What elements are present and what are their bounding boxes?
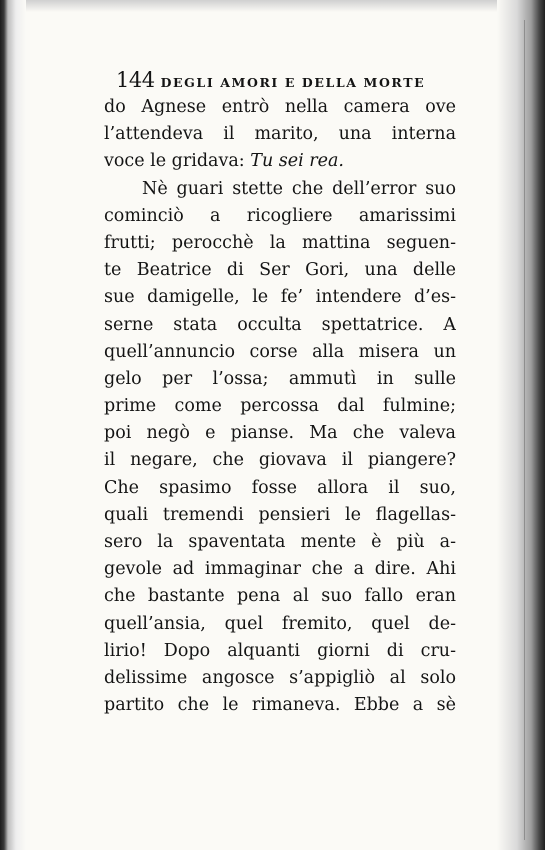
- text-line: serne stata occulta spettatrice. A: [104, 314, 456, 335]
- running-title: DEGLI AMORI E DELLA MORTE: [160, 75, 426, 90]
- text-line: poi negò e pianse. Ma che valeva: [104, 423, 456, 444]
- text-line: quali tremendi pensieri le flagellas-: [104, 504, 456, 525]
- text-line: sue damigelle, le fe’ intendere d’es-: [104, 287, 456, 308]
- text-line: gelo per l’ossa; ammutì in sulle: [104, 368, 456, 389]
- text-line: l’attendeva il marito, una interna: [104, 124, 456, 145]
- text-line: partito che le rimaneva. Ebbe a sè: [104, 695, 456, 716]
- text-line: te Beatrice di Ser Gori, una delle: [104, 260, 456, 281]
- running-head: [104, 68, 456, 94]
- text-line: prime come percossa dal fulmine;: [104, 396, 456, 417]
- text-line: lirio! Dopo alquanti giorni di cru-: [104, 640, 456, 661]
- italic-phrase: Tu sei rea.: [250, 151, 344, 172]
- text-line: che bastante pena al suo fallo eran: [104, 586, 456, 607]
- text-line: sero la spaventata mente è più a-: [104, 532, 456, 552]
- text-line: quell’ansia, quel fremito, quel de-: [104, 613, 456, 634]
- page-left-edge: [0, 0, 26, 850]
- page-right-edge: [497, 0, 545, 850]
- text-block: [104, 68, 456, 719]
- text-line: frutti; perocchè la mattina seguen-: [104, 232, 456, 253]
- text-line: gevole ad immaginar che a dire. Ahi: [104, 559, 456, 580]
- page-top-shadow: [0, 0, 545, 12]
- text-line: cominciò a ricogliere amarissimi: [104, 205, 456, 226]
- text-line: delissime angosce s’appigliò al solo: [104, 667, 456, 688]
- text-line: il negare, che giovava il piangere?: [104, 450, 456, 471]
- page-fold-line: [524, 20, 525, 840]
- page-number: 144: [116, 68, 155, 92]
- paragraph-first-line: Nè guari stette che dell’error suo: [142, 178, 456, 199]
- text-line-start: voce le gridava:: [104, 151, 245, 172]
- text-line: quell’annuncio corse alla misera un: [104, 341, 456, 362]
- text-line: [104, 148, 456, 175]
- text-line: do Agnese entrò nella camera ove: [104, 97, 456, 117]
- text-line: Che spasimo fosse allora il suo,: [104, 477, 456, 498]
